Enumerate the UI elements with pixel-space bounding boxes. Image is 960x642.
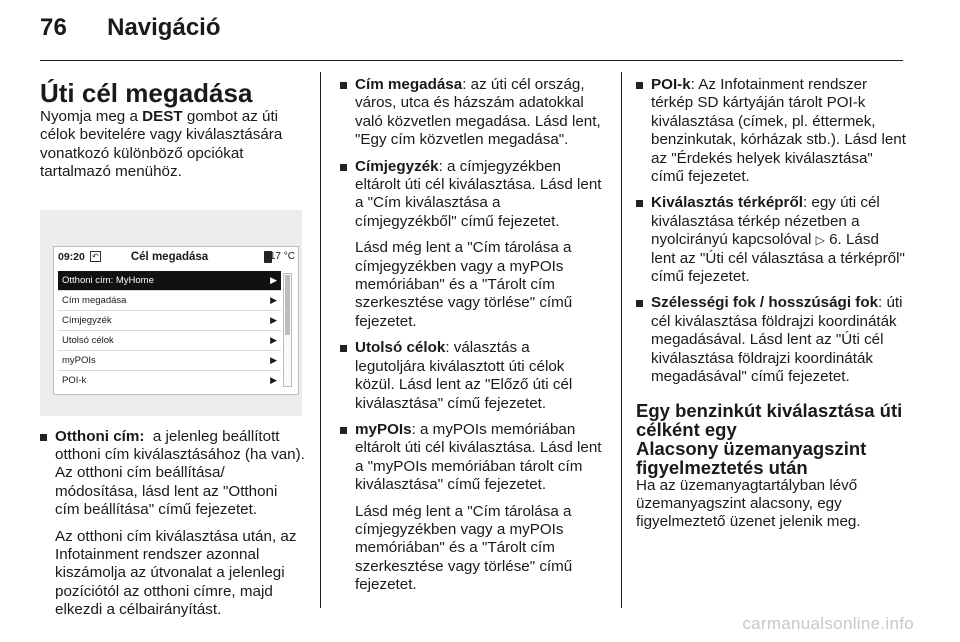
list-item: Utolsó célok: választás a legutoljára kiválasztott úti célok közül. Lásd lent az "Előző úti cél kiválasztása" című fejezetet. bbox=[340, 339, 604, 413]
list-item: Szélességi fok / hosszúsági fok: úti cél kiválasztása földrajzi koordináták megadásával. Lásd lent az "Úti cél kiválasztása földrajzi koordináták megadásával" című fejezetet. bbox=[636, 294, 906, 386]
list-item: Cím megadása: az úti cél ország, város, utca és házszám adatokkal való közvetlen megadása. Lásd lent, "Egy cím közvetlen megadása". bbox=[340, 76, 604, 150]
menu-row-recent[interactable]: Utolsó célok ▶ bbox=[58, 331, 281, 351]
page-reference-icon: ▷ bbox=[815, 233, 825, 248]
list-item: Címjegyzék: a címjegyzékben eltárolt úti cél kiválasztása. Lásd lent a "Cím kiválasztása a címjegyzékből" című fejezetet. Lásd még lent a "Cím tárolása a címjegyzékben vagy a myPOIs memóriában" és a "Tárolt cím szerkesztése vagy törlése" című fejezetet. bbox=[340, 158, 604, 332]
menu-row-mypois[interactable]: myPOIs ▶ bbox=[58, 351, 281, 371]
subsection-title: Alacsony üzemanyagszint figyelmeztetés után bbox=[636, 437, 867, 478]
list-item: POI-k: Az Infotainment rendszer térkép SD kártyáján tárolt POI-k kiválasztása (címek, pl. éttermek, benzinkutak, kórházak stb.). Lásd lent az "Érdekés helyek kiválasztása" című fejezetet. bbox=[636, 76, 906, 186]
list-item: Otthoni cím: a jelenleg beállított otthoni cím kiválasztásához (ha van). Az otthoni cím beállítása/ módosítása, lásd lent az "Otthoni cím beállítása" című fejezetet. Az otthoni cím kiválasztása után, az Infotainment rendszer azonnal kiszámolja az útvonalat a jelenlegi pozíciótól az otthoni címre, majd elkezdi a célbairányítást. bbox=[40, 428, 305, 620]
column-1 bbox=[40, 76, 309, 628]
arrow-right-icon: ▶ bbox=[270, 375, 277, 386]
screen-title: Cél megadása bbox=[130, 250, 209, 263]
section-title: Úti cél megadása bbox=[40, 78, 253, 108]
closing-paragraph: Ha az üzemanyagtartályban lévő üzemanyagszint alacsony, egy figyelmeztető üzenet jelenik meg. bbox=[636, 476, 861, 531]
menu-row-pois[interactable]: POI-k ▶ bbox=[62, 375, 277, 387]
arrow-right-icon: ▶ bbox=[270, 294, 277, 305]
bullet-list bbox=[636, 76, 906, 387]
dest-key-label: DEST bbox=[142, 108, 183, 125]
back-icon[interactable]: ↶ bbox=[90, 251, 101, 262]
screen-time: 09:20 bbox=[58, 250, 85, 263]
column-divider bbox=[320, 72, 321, 608]
intro-text: gombot az úti célok bevitelére vagy kiválasztására vonatkozó különböző opciókat tartalmazó menühöz. bbox=[40, 108, 283, 181]
menu-row-addressbook[interactable]: Címjegyzék ▶ bbox=[58, 311, 281, 331]
list-item: myPOIs: a myPOIs memóriában eltárolt úti cél kiválasztása. Lásd lent a "myPOIs memóriában tárolt cím kiválasztása" című fejezetet. Lásd még lent a "Cím tárolása a címjegyzékben vagy a myPOIs memóriában" és a "Tárolt cím szerkesztése vagy törlése" című fejezetet. bbox=[340, 421, 604, 595]
scrollbar-thumb[interactable] bbox=[285, 275, 290, 335]
bullet-list bbox=[40, 427, 309, 620]
arrow-right-icon: ▶ bbox=[270, 314, 277, 325]
watermark: carmanualsonline.info bbox=[742, 614, 914, 633]
page-number: 76 bbox=[40, 14, 68, 41]
menu-row-address[interactable]: Cím megadása ▶ bbox=[58, 291, 281, 311]
screen-scrollbar[interactable] bbox=[283, 273, 292, 387]
destination-menu bbox=[58, 271, 281, 391]
list-item: Kiválasztás térképről: egy úti cél kiválasztása térkép nézetben a nyolcirányú kapcsolóval ▷ 6. Lásd lent az "Úti cél választása a térképről" című fejezetet. bbox=[636, 194, 906, 286]
infotainment-screen bbox=[53, 246, 299, 395]
screen-topbar bbox=[54, 247, 298, 267]
page-reference: 6 bbox=[829, 231, 838, 249]
subsection-title: Egy benzinkút kiválasztása úti célként egy bbox=[636, 399, 903, 440]
intro-text: Nyomja meg a bbox=[40, 108, 143, 125]
infotainment-screenshot bbox=[40, 210, 302, 416]
header-rule bbox=[40, 60, 903, 61]
screen-temperature: 17 °C bbox=[269, 250, 295, 262]
column-3 bbox=[636, 76, 906, 532]
arrow-right-icon: ▶ bbox=[270, 354, 277, 365]
bullet-list bbox=[340, 76, 604, 595]
column-divider bbox=[621, 72, 622, 608]
page-section-title: Navigáció bbox=[107, 14, 221, 41]
arrow-right-icon: ▶ bbox=[270, 334, 277, 345]
page-header bbox=[40, 14, 221, 50]
menu-row-home[interactable]: Otthoni cím: MyHome ▶ bbox=[58, 271, 281, 291]
intro-paragraph bbox=[40, 108, 305, 182]
arrow-right-icon: ▶ bbox=[270, 274, 277, 285]
column-2 bbox=[340, 76, 604, 603]
